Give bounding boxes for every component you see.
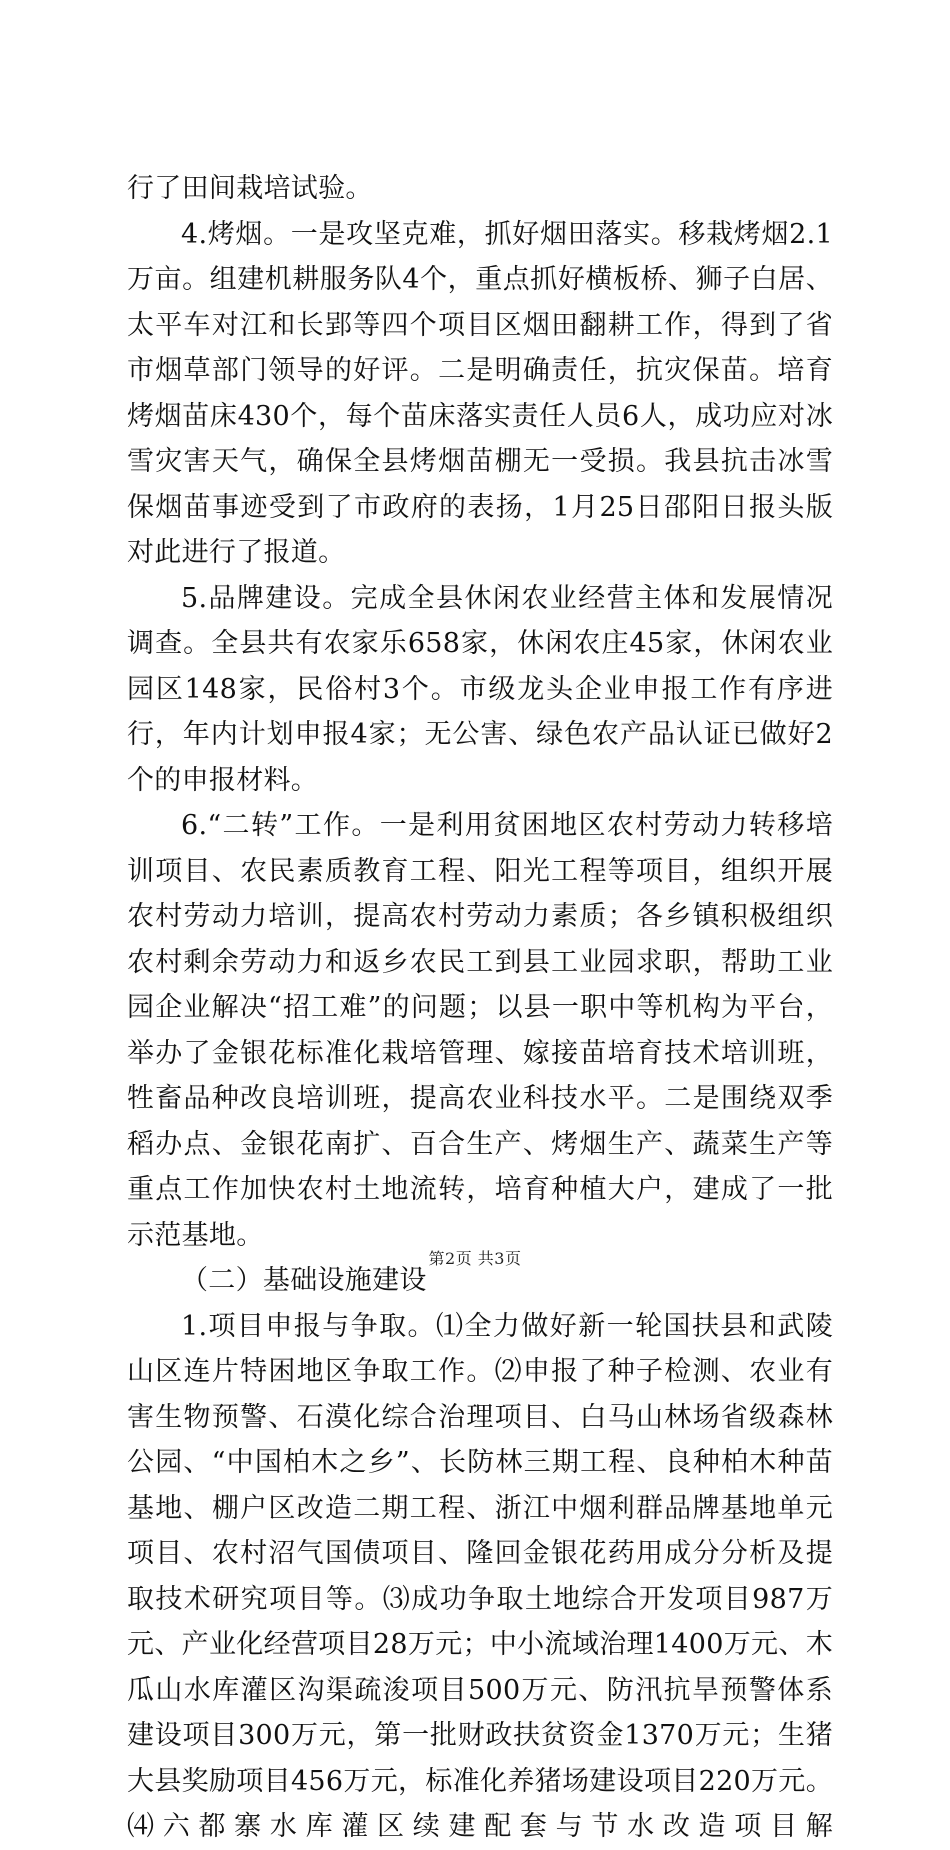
paragraph-continuation: 行了田间栽培试验。 [127,173,373,204]
paragraph-brand-building: 5.品牌建设。完成全县休闲农业经营主体和发展情况调查。全县共有农家乐658家，休闲农庄45家，休闲农业园区148家，民俗村3个。市级龙头企业申报工作有序进行，年内计划申报4家；无公害、绿色农产品认证已做好2个的申报材料。 [127,582,833,796]
paragraph-flue-cured-tobacco: 4.烤烟。一是攻坚克难，抓好烟田落实。移栽烤烟2.1万亩。组建机耕服务队4个，重点抓好横板桥、狮子白居、太平车对江和长郢等四个项目区烟田翻耕工作，得到了省市烟草部门领导的好评。二是明确责任，抗灾保苗。培育烤烟苗床430个，每个苗床落实责任人员6人，成功应对冰雪灾害天气，确保全县烤烟苗棚无一受损。我县抗击冰雪保烟苗事迹受到了市政府的表扬，1月25日邵阳日报头版对此进行了报道。 [127,218,833,568]
paragraph-two-transfers: 6.“二转”工作。一是利用贫困地区农村劳动力转移培训项目、农民素质教育工程、阳光工程等项目，组织开展农村劳动力培训，提高农村劳动力素质；各乡镇积极组织农村剩余劳动力和返乡农民工到县工业园求职，帮助工业园企业解决“招工难”的问题；以县一职中等机构为平台，举办了金银花标准化栽培管理、嫁接苗培育技术培训班，牲畜品种改良培训班，提高农业科技水平。二是围绕双季稻办点、金银花南扩、百合生产、烤烟生产、蔬菜生产等重点工作加快农村土地流转，培育种植大户，建成了一批示范基地。 [127,810,833,1251]
paragraph-project-application: 1.项目申报与争取。⑴全力做好新一轮国扶县和武陵山区连片特困地区争取工作。⑵申报了种子检测、农业有害生物预警、石漠化综合治理项目、白马山林场省级森林公园、“中国柏木之乡”、长防林三期工程、良种柏木种苗基地、棚户区改造二期工程、浙江中烟利群品牌基地单元项目、农村沼气国债项目、隆回金银花药用成分分析及提取技术研究项目等。⑶成功争取土地综合开发项目987万元、产业化经营项目28万元；中小流域治理1400万元、木瓜山水库灌区沟渠疏浚项目500万元、防汛抗旱预警体系建设项目300万元，第一批财政扶贫资金1370万元；生猪大县奖励项目456万元，标准化养猪场建设项目220万元。⑷六都寨水库灌区续建配套与节水改造项目解 [127,1310,833,1842]
page-footer: 第2页 共3页 [428,1249,522,1268]
document-body [127,166,833,1850]
section-heading-infrastructure: （二）基础设施建设 [181,1265,427,1296]
